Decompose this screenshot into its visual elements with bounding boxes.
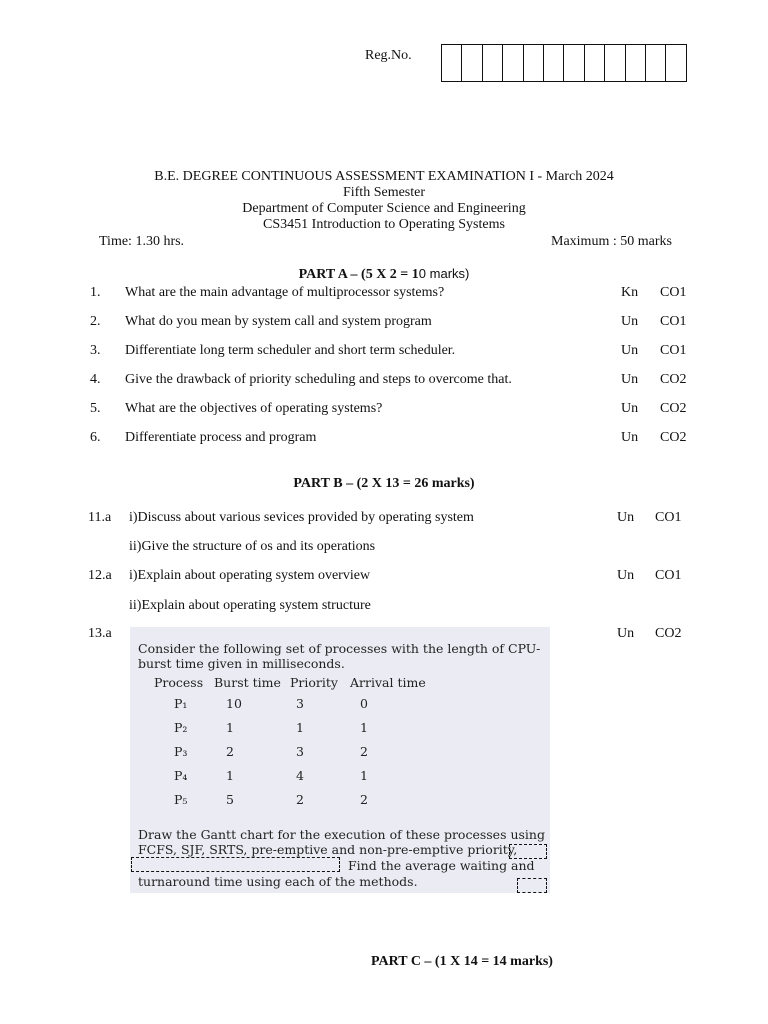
part-b-heading: PART B – (2 X 13 = 26 marks) <box>293 476 475 491</box>
scan-draw-line: Find the average waiting and <box>348 858 535 873</box>
reg-box[interactable] <box>564 45 584 81</box>
table-cell: 1 <box>226 720 234 735</box>
scan-draw-line: turnaround time using each of the methods. <box>138 874 418 889</box>
part-c-heading: PART C – (1 X 14 = 14 marks) <box>371 954 553 969</box>
question-text: Differentiate process and program <box>125 430 317 445</box>
table-row <box>154 768 450 792</box>
scanned-question-image <box>130 627 550 893</box>
table-cell: 2 <box>360 744 368 759</box>
question-number: 11.a <box>88 510 112 525</box>
dashed-blank-box <box>517 878 547 893</box>
knowledge-level: Un <box>621 430 639 445</box>
semester-title: Fifth Semester <box>342 185 426 200</box>
table-cell: 3 <box>296 744 304 759</box>
maximum-marks: Maximum : 50 marks <box>551 234 672 249</box>
reg-no-label: Reg.No. <box>365 48 412 63</box>
course-outcome: CO2 <box>660 430 687 445</box>
table-header: Arrival time <box>350 675 426 690</box>
table-row <box>154 720 450 744</box>
table-header: Priority <box>290 675 338 690</box>
question-text: i)Explain about operating system overview <box>129 568 371 583</box>
course-outcome: CO1 <box>660 343 687 358</box>
course-title: CS3451 Introduction to Operating Systems <box>263 217 505 232</box>
table-cell: 1 <box>360 768 368 783</box>
question-number: 5. <box>90 401 101 416</box>
table-header: Burst time <box>214 675 281 690</box>
knowledge-level: Un <box>621 401 639 416</box>
table-cell: 1 <box>296 720 304 735</box>
table-cell: P₅ <box>174 792 188 807</box>
table-cell: 4 <box>296 768 304 783</box>
table-cell: P₃ <box>174 744 188 759</box>
table-cell: 1 <box>226 768 234 783</box>
table-cell: 3 <box>296 696 304 711</box>
knowledge-level: Un <box>617 568 635 583</box>
scan-draw-line: Draw the Gantt chart for the execution of these processes using <box>138 827 545 842</box>
reg-box[interactable] <box>626 45 646 81</box>
course-outcome: CO2 <box>660 401 687 416</box>
question-number: 3. <box>90 343 101 358</box>
reg-box[interactable] <box>442 45 462 81</box>
part-a-heading-tail: 0 marks) <box>418 266 470 281</box>
time-allowed: Time: 1.30 hrs. <box>99 234 185 249</box>
question-text: ii)Give the structure of os and its operations <box>129 539 376 554</box>
knowledge-level: Un <box>621 372 639 387</box>
dashed-blank-box <box>131 857 340 872</box>
table-row <box>154 696 450 720</box>
question-number: 13.a <box>88 626 112 641</box>
department-title: Department of Computer Science and Engineering <box>242 201 526 216</box>
reg-box[interactable] <box>524 45 544 81</box>
reg-no-boxes[interactable] <box>441 44 687 82</box>
course-outcome: CO1 <box>660 314 687 329</box>
question-number: 4. <box>90 372 101 387</box>
question-number: 12.a <box>88 568 112 583</box>
table-cell: 2 <box>360 792 368 807</box>
reg-box[interactable] <box>462 45 482 81</box>
part-a-heading-main: PART A – (5 X 2 = 1 <box>298 267 419 282</box>
table-cell: 10 <box>226 696 242 711</box>
table-cell: 5 <box>226 792 234 807</box>
question-text: Differentiate long term scheduler and short term scheduler. <box>125 343 456 358</box>
table-row <box>154 744 450 768</box>
exam-title: B.E. DEGREE CONTINUOUS ASSESSMENT EXAMINATION I - March 2024 <box>154 169 614 184</box>
table-cell: P₂ <box>174 720 188 735</box>
course-outcome: CO1 <box>660 285 687 300</box>
reg-box[interactable] <box>544 45 564 81</box>
table-row <box>154 792 450 816</box>
course-outcome: CO1 <box>655 510 682 525</box>
question-text: What do you mean by system call and system program <box>125 314 432 329</box>
knowledge-level: Un <box>617 510 635 525</box>
part-a-heading <box>0 266 768 283</box>
knowledge-level: Un <box>621 314 639 329</box>
reg-box[interactable] <box>666 45 686 81</box>
course-outcome: CO1 <box>655 568 682 583</box>
dashed-blank-box <box>509 844 547 859</box>
table-cell: P₁ <box>174 696 188 711</box>
table-cell: 2 <box>226 744 234 759</box>
scan-draw-line: FCFS, SJF, SRTS, pre-emptive and non-pre-emptive priority, <box>138 842 518 857</box>
question-number: 1. <box>90 285 101 300</box>
table-cell: 2 <box>296 792 304 807</box>
table-header: Process <box>154 675 204 690</box>
question-text: i)Discuss about various sevices provided by operating system <box>129 510 474 525</box>
question-text: What are the main advantage of multiprocessor systems? <box>125 285 445 300</box>
table-cell: P₄ <box>174 768 188 783</box>
question-number: 6. <box>90 430 101 445</box>
reg-box[interactable] <box>605 45 625 81</box>
knowledge-level: Kn <box>621 285 639 300</box>
course-outcome: CO2 <box>660 372 687 387</box>
table-cell: 1 <box>360 720 368 735</box>
question-text: What are the objectives of operating systems? <box>125 401 383 416</box>
question-text: Give the drawback of priority scheduling and steps to overcome that. <box>125 372 512 387</box>
reg-box[interactable] <box>646 45 666 81</box>
process-table <box>154 675 450 816</box>
reg-box[interactable] <box>585 45 605 81</box>
question-text: ii)Explain about operating system structure <box>129 598 371 613</box>
scan-intro-line: burst time given in milliseconds. <box>138 656 345 671</box>
knowledge-level: Un <box>621 343 639 358</box>
table-cell: 0 <box>360 696 368 711</box>
knowledge-level: Un <box>617 626 635 641</box>
reg-box[interactable] <box>483 45 503 81</box>
scan-intro-line: Consider the following set of processes with the length of CPU- <box>138 641 541 656</box>
course-outcome: CO2 <box>655 626 682 641</box>
question-number: 2. <box>90 314 101 329</box>
reg-box[interactable] <box>503 45 523 81</box>
